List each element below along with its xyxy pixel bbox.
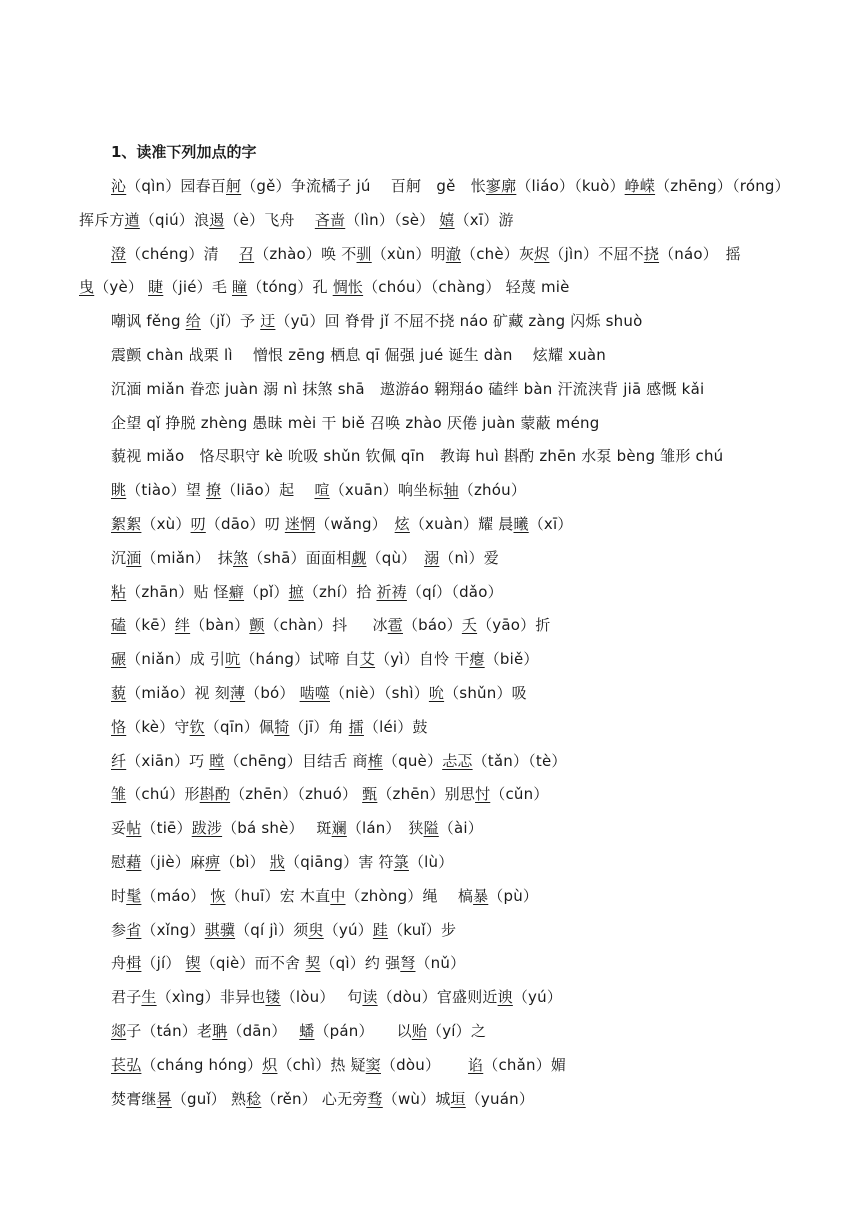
- underlined-character: 恪: [111, 717, 127, 736]
- text-segment: （kè）守: [126, 717, 190, 736]
- underlined-character: 读: [362, 988, 378, 1007]
- text-line: [111, 309, 642, 333]
- underlined-character: 炽: [262, 1055, 278, 1074]
- underlined-character: 吝啬: [314, 210, 346, 229]
- text-segment: （guǐ） 熟: [171, 1089, 247, 1108]
- underlined-character: 撩: [206, 481, 222, 500]
- text-line: [111, 985, 562, 1009]
- text-line: [111, 377, 704, 401]
- text-segment: （zhēng）（róng）: [655, 177, 790, 195]
- text-segment: （tiē）: [141, 819, 192, 838]
- text-segment: （yè）: [94, 278, 149, 297]
- underlined-character: 粘: [111, 582, 127, 601]
- underlined-character: 煞: [233, 548, 249, 567]
- text-segment: （náo） 摇: [659, 244, 741, 263]
- text-segment: （chéng）清: [126, 244, 239, 263]
- text-segment: （qí）（dǎo）: [406, 582, 503, 601]
- underlined-character: 斟酌: [199, 785, 231, 804]
- underlined-character: 寥廓: [485, 177, 517, 195]
- text-line: [111, 951, 465, 975]
- text-segment: （yú）: [512, 988, 563, 1007]
- text-segment: （bó）: [245, 684, 300, 702]
- text-line: [111, 444, 723, 468]
- text-segment: 焚膏继: [111, 1089, 157, 1108]
- underlined-character: 髦: [126, 886, 142, 905]
- underlined-character: 聃: [212, 1022, 228, 1040]
- underlined-character: 召: [238, 244, 255, 263]
- text-line: [111, 1019, 486, 1043]
- text-segment: （chú）形: [126, 785, 200, 804]
- underlined-character: 曦: [513, 515, 529, 533]
- underlined-character: 吭: [225, 650, 241, 669]
- underlined-character: 眺: [111, 481, 127, 500]
- text-segment: （tóng）孔: [247, 278, 333, 297]
- underlined-character: 省: [126, 920, 142, 939]
- text-segment: （yuán）: [465, 1089, 535, 1108]
- underlined-character: 峥嵘: [624, 177, 656, 195]
- text-segment: 挥斥方: [79, 210, 125, 229]
- underlined-character: 驯: [356, 244, 372, 263]
- text-segment: （shā）面面相: [248, 548, 352, 567]
- text-segment: （xuān）响坐标: [329, 481, 444, 500]
- underlined-character: 贻: [411, 1022, 428, 1040]
- text-segment: 震颤 chàn 战栗 lì 憎恨 zēng 栖息 qī 倔强 jué 诞生 dàn 炫耀 xuàn: [111, 346, 606, 364]
- text-segment: （zhào）唤 不: [254, 244, 357, 263]
- text-segment: （qí jì）须: [235, 920, 309, 939]
- text-segment: （kē）: [126, 616, 175, 635]
- underlined-character: 烬: [534, 244, 550, 263]
- underlined-character: 薄: [229, 684, 246, 702]
- text-segment: （bì）: [220, 853, 270, 871]
- text-segment: 时: [111, 886, 127, 905]
- text-segment: （lán） 狭: [346, 819, 424, 838]
- text-segment: 慰: [111, 853, 127, 871]
- underlined-character: 忐忑: [442, 751, 473, 770]
- text-line: [111, 782, 549, 806]
- text-segment: （xùn）明: [371, 244, 446, 263]
- text-segment: （zhòng）绳 槁: [345, 886, 474, 905]
- text-segment: （zhēn）（zhuó）: [230, 785, 363, 804]
- text-segment: （dāo）叨: [205, 515, 285, 533]
- text-line: [111, 884, 538, 908]
- text-segment: （qiú）浪: [139, 210, 210, 229]
- underlined-character: 迂: [260, 312, 276, 331]
- underlined-character: 谄: [468, 1055, 484, 1074]
- underlined-character: 痹: [205, 853, 221, 871]
- section-heading: 1、读准下列加点的字: [111, 143, 257, 161]
- text-segment: （qiè）而不舍: [200, 954, 306, 973]
- underlined-character: 生: [141, 988, 157, 1007]
- underlined-character: 稔: [246, 1089, 262, 1108]
- text-segment: （miǎo）视 刻: [126, 684, 230, 702]
- text-segment: 舟: [111, 954, 127, 973]
- text-segment: （máo）: [141, 886, 211, 905]
- underlined-character: 弩: [400, 954, 416, 973]
- text-segment: （háng）试啼 自: [240, 650, 360, 669]
- underlined-character: 给: [185, 312, 201, 331]
- text-line: [111, 1087, 534, 1111]
- text-segment: （bàn）: [190, 616, 250, 635]
- text-segment: （báo）: [402, 616, 462, 635]
- text-segment: （léi）鼓: [363, 717, 428, 736]
- text-segment: （xǐng）: [141, 920, 205, 939]
- underlined-character: 甄: [362, 785, 378, 804]
- underlined-character: 蟠: [299, 1022, 315, 1040]
- underlined-character: 曳: [79, 278, 95, 297]
- underlined-character: 祈祷: [376, 582, 407, 601]
- text-segment: （qìn）园春百: [126, 177, 226, 195]
- text-segment: （dòu）: [380, 1055, 469, 1074]
- text-segment: （shǔn）吸: [444, 684, 527, 702]
- text-segment: （rěn） 心无旁: [261, 1089, 368, 1108]
- text-segment: 妥: [111, 819, 127, 838]
- text-segment: 君子: [111, 988, 142, 1007]
- text-segment: （jié）毛: [163, 278, 233, 297]
- text-segment: （qiāng）害 符: [285, 853, 394, 871]
- underlined-character: 跋涉: [191, 819, 223, 838]
- text-line: [111, 546, 499, 570]
- underlined-character: 磕: [111, 616, 127, 635]
- text-segment: （huī）宏 木直: [225, 886, 331, 905]
- text-segment: （jiè）麻: [141, 853, 206, 871]
- text-segment: （lòu） 句: [280, 988, 363, 1007]
- underlined-character: 垣: [450, 1089, 466, 1108]
- text-segment: （wù）城: [382, 1089, 451, 1108]
- underlined-character: 镂: [265, 988, 281, 1007]
- underlined-character: 斓: [331, 819, 347, 838]
- underlined-character: 中: [330, 886, 346, 905]
- underlined-character: 雏: [111, 785, 127, 804]
- underlined-character: 骐骥: [204, 920, 236, 939]
- underlined-character: 遒: [124, 210, 140, 229]
- text-segment: （zhēn）别思: [377, 785, 476, 804]
- underlined-character: 擂: [348, 717, 364, 736]
- underlined-character: 睫: [148, 278, 164, 297]
- text-segment: （niǎn）成 引: [126, 650, 226, 669]
- underlined-character: 契: [305, 954, 321, 973]
- text-line: [79, 208, 514, 232]
- underlined-character: 叨: [190, 515, 206, 533]
- underlined-character: 觑: [351, 548, 367, 567]
- text-segment: （qù）: [366, 548, 425, 567]
- text-segment: （niè）（shì）: [330, 684, 429, 702]
- text-segment: 企望 qǐ 挣脱 zhèng 愚昧 mèi 干 biě 召唤 zhào 厌倦 juàn 蒙蔽 méng: [111, 413, 600, 432]
- underlined-character: 夭: [461, 616, 478, 635]
- text-segment: （lù）: [408, 853, 454, 871]
- text-segment: （tiào）望: [126, 481, 206, 500]
- underlined-character: 帖: [126, 819, 142, 838]
- underlined-character: 溺: [424, 548, 440, 567]
- underlined-character: 癖: [228, 582, 245, 601]
- underlined-character: 惆怅: [332, 278, 364, 297]
- underlined-character: 湎: [126, 548, 142, 567]
- underlined-character: 榷: [367, 751, 383, 770]
- text-segment: （xuàn）耀 晨: [409, 515, 514, 533]
- underlined-character: 纤: [111, 751, 127, 770]
- text-segment: （jìn）不屈不: [549, 244, 644, 263]
- text-segment: （jí）: [141, 954, 186, 973]
- text-segment: 嘲讽 fěng: [111, 312, 186, 331]
- text-segment: （è）飞舟: [224, 210, 315, 229]
- text-segment: （xù）: [141, 515, 191, 533]
- underlined-character: 沁: [111, 177, 127, 195]
- text-line: [111, 850, 453, 874]
- text-segment: （chàn）抖 冰: [264, 616, 388, 635]
- text-segment: 沉湎 miǎn 眷恋 juàn 溺 nì 抹煞 shā 遨游áo 翱翔áo 磕绊 bàn 汗流浃背 jiā 感慨 kǎi: [111, 379, 705, 398]
- underlined-character: 臾: [308, 920, 324, 939]
- text-line: [111, 647, 539, 671]
- text-segment: （liāo）起: [221, 481, 315, 500]
- text-line: [111, 580, 503, 604]
- text-line: [111, 749, 567, 773]
- text-segment: （què）: [382, 751, 443, 770]
- underlined-character: 遏: [209, 210, 225, 229]
- underlined-character: 楫: [126, 954, 142, 973]
- underlined-character: 晷: [156, 1089, 172, 1108]
- text-line: [111, 242, 741, 266]
- text-segment: （lìn）（sè）: [345, 210, 440, 229]
- underlined-character: 恢: [210, 886, 226, 905]
- underlined-character: 迷惘: [284, 515, 316, 533]
- text-segment: 参: [111, 920, 127, 939]
- text-line: [111, 512, 573, 536]
- text-segment: （xī）游: [454, 210, 514, 229]
- underlined-character: 隘: [423, 819, 439, 838]
- underlined-character: 藉: [126, 853, 142, 871]
- underlined-character: 炫: [394, 515, 410, 533]
- text-line: [79, 275, 570, 299]
- text-segment: （gě）争流橘子 jú 百舸 gě 怅: [241, 177, 486, 195]
- underlined-character: 颤: [249, 616, 265, 635]
- text-segment: （biě）: [484, 650, 539, 669]
- text-segment: （zhān）贴 怪: [126, 582, 229, 601]
- underlined-character: 轴: [443, 481, 459, 500]
- underlined-character: 嬉: [439, 210, 455, 229]
- underlined-character: 吮: [428, 684, 445, 702]
- underlined-character: 瞠: [209, 751, 225, 770]
- text-segment: （tǎn）（tè）: [472, 751, 567, 770]
- underlined-character: 挠: [643, 244, 660, 263]
- underlined-character: 瞳: [232, 278, 248, 297]
- text-segment: （xī）: [528, 515, 573, 533]
- text-segment: （miǎn） 抹: [141, 548, 233, 567]
- underlined-character: 澄: [111, 244, 127, 263]
- underlined-character: 艾: [359, 650, 376, 669]
- underlined-character: 絮絮: [111, 515, 142, 533]
- text-segment: （bá shè） 斑: [222, 819, 332, 838]
- underlined-character: 锲: [185, 954, 201, 973]
- text-line: [111, 715, 428, 739]
- text-segment: （zhóu）: [458, 481, 527, 500]
- text-line: [111, 816, 483, 840]
- text-segment: （pù）: [488, 886, 539, 905]
- text-segment: 沉: [111, 548, 127, 567]
- underlined-character: 啮噬: [299, 684, 330, 702]
- text-segment: （chì）热 疑: [277, 1055, 366, 1074]
- text-line: [111, 411, 599, 435]
- underlined-character: 犄: [274, 717, 290, 736]
- text-line: [111, 1053, 566, 1077]
- text-segment: （wǎng）: [315, 515, 395, 533]
- underlined-character: 郯: [111, 1022, 127, 1040]
- text-segment: （pán） 以: [314, 1022, 412, 1040]
- underlined-character: 窦: [365, 1055, 381, 1074]
- underlined-character: 澈: [445, 244, 462, 263]
- underlined-character: 藐: [111, 684, 127, 702]
- text-line: [111, 174, 790, 198]
- underlined-character: 碾: [111, 650, 127, 669]
- underlined-character: 谀: [497, 988, 513, 1007]
- text-line: [111, 478, 526, 502]
- text-segment: （nǔ）: [415, 954, 466, 973]
- text-segment: （chè）灰: [461, 244, 535, 263]
- text-segment: （yì）自怜 干: [375, 650, 470, 669]
- underlined-character: 苌弘: [111, 1055, 142, 1074]
- text-segment: （zhí）拾: [303, 582, 377, 601]
- underlined-character: 绊: [174, 616, 191, 635]
- underlined-character: 雹: [387, 616, 403, 635]
- underlined-character: 喧: [314, 481, 330, 500]
- text-segment: （cǔn）: [490, 785, 549, 804]
- text-segment: （chóu）（chàng） 轻蔑 miè: [363, 278, 570, 297]
- text-segment: （pǐ）: [244, 582, 289, 601]
- text-segment: （yāo）折: [477, 616, 551, 635]
- underlined-character: 摭: [288, 582, 304, 601]
- text-segment: （ài）: [438, 819, 483, 838]
- text-segment: （yū）回 脊骨 jǐ 不屈不挠 náo 矿藏 zàng 闪烁 shuò: [275, 312, 643, 331]
- underlined-character: 舸: [226, 177, 242, 195]
- underlined-character: 忖: [475, 785, 491, 804]
- text-segment: （kuǐ）步: [388, 920, 457, 939]
- text-segment: （chēng）目结舌 商: [224, 751, 368, 770]
- text-line: [111, 681, 527, 705]
- text-segment: 藐视 miǎo 恪尽职守 kè 吮吸 shǔn 钦佩 qīn 教诲 huì 斟酌 zhēn 水泵 bèng 雏形 chú: [111, 447, 724, 466]
- text-segment: （nì）爱: [439, 548, 499, 567]
- text-segment: （cháng hóng）: [141, 1055, 263, 1074]
- underlined-character: 箓: [393, 853, 409, 871]
- text-segment: （xiān）巧: [126, 751, 210, 770]
- underlined-character: 钦: [189, 717, 205, 736]
- text-segment: （dān）: [227, 1022, 300, 1040]
- text-segment: （qì）约 强: [320, 954, 401, 973]
- text-segment: （chǎn）媚: [483, 1055, 567, 1074]
- underlined-character: 跬: [372, 920, 389, 939]
- text-segment: （yú）: [323, 920, 373, 939]
- underlined-character: 暴: [473, 886, 489, 905]
- text-line: [111, 918, 456, 942]
- text-segment: （liáo）（kuò）: [516, 177, 625, 195]
- text-segment: （xìng）非异也: [156, 988, 266, 1007]
- text-segment: 子（tán）老: [126, 1022, 213, 1040]
- text-segment: （qīn）佩: [204, 717, 275, 736]
- underlined-character: 戕: [269, 853, 286, 871]
- text-segment: （dòu）官盛则近: [377, 988, 498, 1007]
- underlined-character: 骛: [367, 1089, 383, 1108]
- text-segment: （jǐ）予: [200, 312, 261, 331]
- text-segment: （jī）角: [289, 717, 349, 736]
- text-line: [111, 343, 606, 367]
- text-segment: （yí）之: [427, 1022, 487, 1040]
- text-line: [111, 613, 551, 637]
- underlined-character: 瘪: [469, 650, 485, 669]
